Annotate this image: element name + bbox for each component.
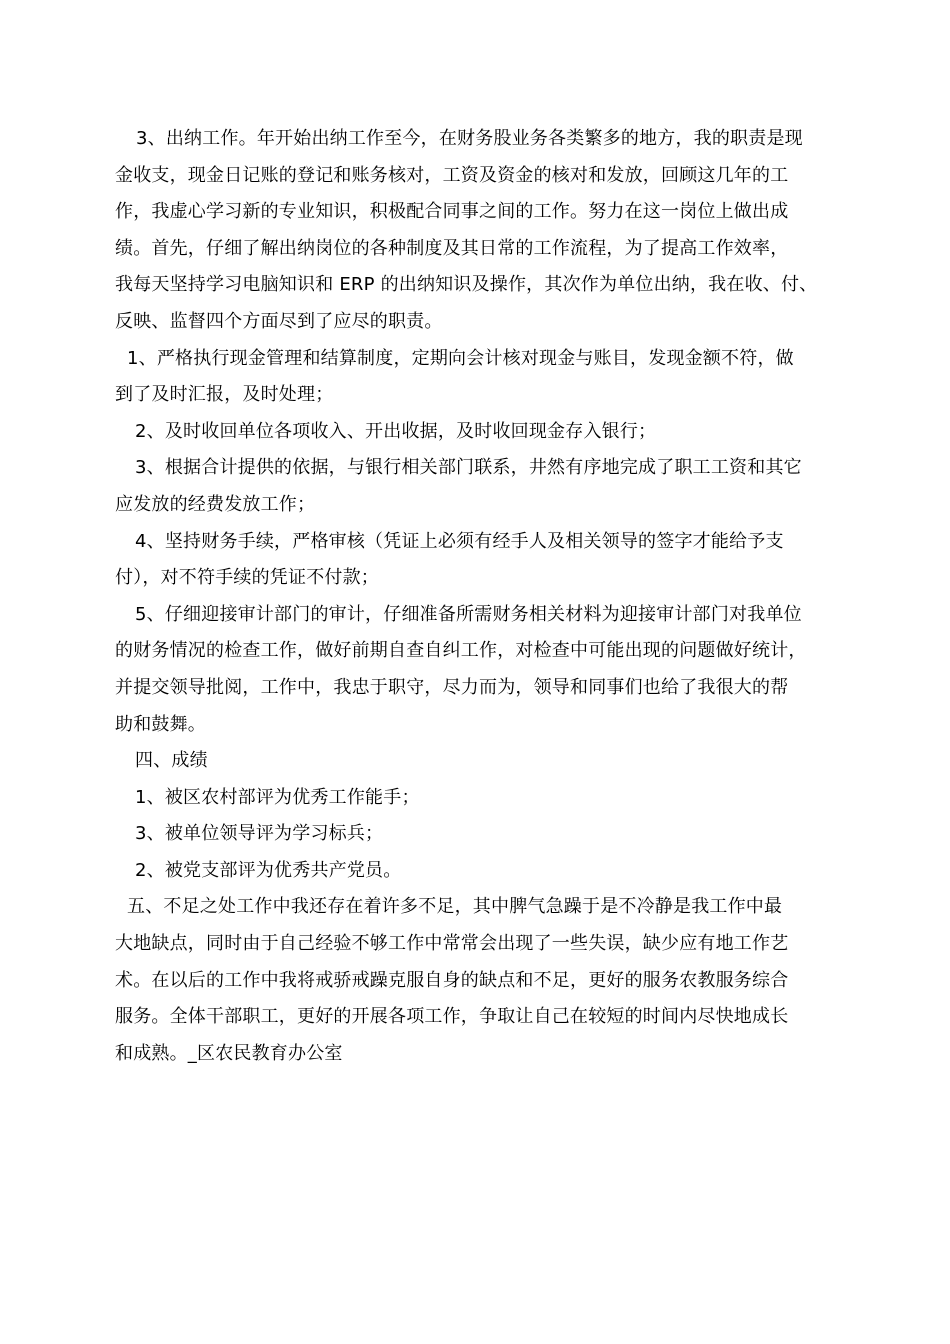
- text-line: 3、被单位领导评为学习标兵；: [135, 823, 384, 845]
- text-line: 我每天坚持学习电脑知识和 ERP 的出纳知识及操作，其次作为单位出纳，我在收、付、: [115, 274, 818, 296]
- paragraph-cashier-work: [115, 121, 850, 341]
- text-line: 作，我虚心学习新的专业知识，积极配合同事之间的工作。努力在这一岗位上做出成: [115, 201, 789, 223]
- text-line: 3、根据合计提供的依据，与银行相关部门联系，井然有序地完成了职工工资和其它: [135, 457, 802, 479]
- paragraph-item-3: [115, 450, 850, 523]
- paragraph-achievement-3: [115, 816, 850, 853]
- text-line: 服务。全体干部职工，更好的开展各项工作，争取让自己在较短的时间内尽快地成长: [115, 1006, 789, 1028]
- paragraph-item-1: [115, 341, 850, 414]
- text-line: 2、及时收回单位各项收入、开出收据，及时收回现金存入银行；: [135, 420, 657, 442]
- paragraph-achievement-2: [115, 853, 850, 890]
- paragraph-item-4: [115, 524, 850, 597]
- paragraph-shortcomings: [115, 889, 850, 1072]
- text-line: 助和鼓舞。: [115, 713, 206, 735]
- text-line: 术。在以后的工作中我将戒骄戒躁克服自身的缺点和不足，更好的服务农教服务综合: [115, 969, 789, 991]
- text-line: 1、被区农村部评为优秀工作能手；: [135, 786, 420, 808]
- text-line: 并提交领导批阅，工作中，我忠于职守，尽力而为，领导和同事们也给了我很大的帮: [115, 676, 789, 698]
- paragraph-achievement-1: [115, 780, 850, 817]
- text-line: 反映、监督四个方面尽到了应尽的职责。: [115, 310, 443, 332]
- text-line: 大地缺点，同时由于自己经验不够工作中常常会出现了一些失误，缺少应有地工作艺: [115, 933, 789, 955]
- text-line: 五、不足之处工作中我还存在着许多不足，其中脾气急躁于是不冷静是我工作中最: [127, 896, 783, 918]
- section-heading-achievements: [115, 743, 850, 780]
- paragraph-item-5: [115, 597, 850, 743]
- paragraph-item-2: [115, 414, 850, 451]
- text-line: 四、成绩: [135, 750, 208, 772]
- text-line: 和成熟。_区农民教育办公室: [115, 1042, 343, 1064]
- text-line: 的财务情况的检查工作，做好前期自查自纠工作，对检查中可能出现的问题做好统计，: [115, 640, 807, 662]
- text-line: 金收支，现金日记账的登记和账务核对，工资及资金的核对和发放，回顾这几年的工: [115, 164, 789, 186]
- text-line: 应发放的经费发放工作；: [115, 493, 316, 515]
- document-body: [115, 121, 850, 1072]
- text-line: 绩。首先，仔细了解出纳岗位的各种制度及其日常的工作流程，为了提高工作效率，: [115, 237, 789, 259]
- text-line: 1、严格执行现金管理和结算制度，定期向会计核对现金与账目，发现金额不符，做: [127, 347, 794, 369]
- text-line: 3、出纳工作。年开始出纳工作至今，在财务股业务各类繁多的地方，我的职责是现: [136, 128, 803, 149]
- text-line: 到了及时汇报，及时处理；: [115, 384, 334, 406]
- text-line: 2、被党支部评为优秀共产党员。: [135, 859, 402, 881]
- text-line: 付），对不符手续的凭证不付款；: [115, 567, 379, 589]
- text-line: 4、坚持财务手续，严格审核（凭证上必须有经手人及相关领导的签字才能给予支: [135, 530, 784, 552]
- text-line: 5、仔细迎接审计部门的审计，仔细准备所需财务相关材料为迎接审计部门对我单位: [135, 603, 802, 625]
